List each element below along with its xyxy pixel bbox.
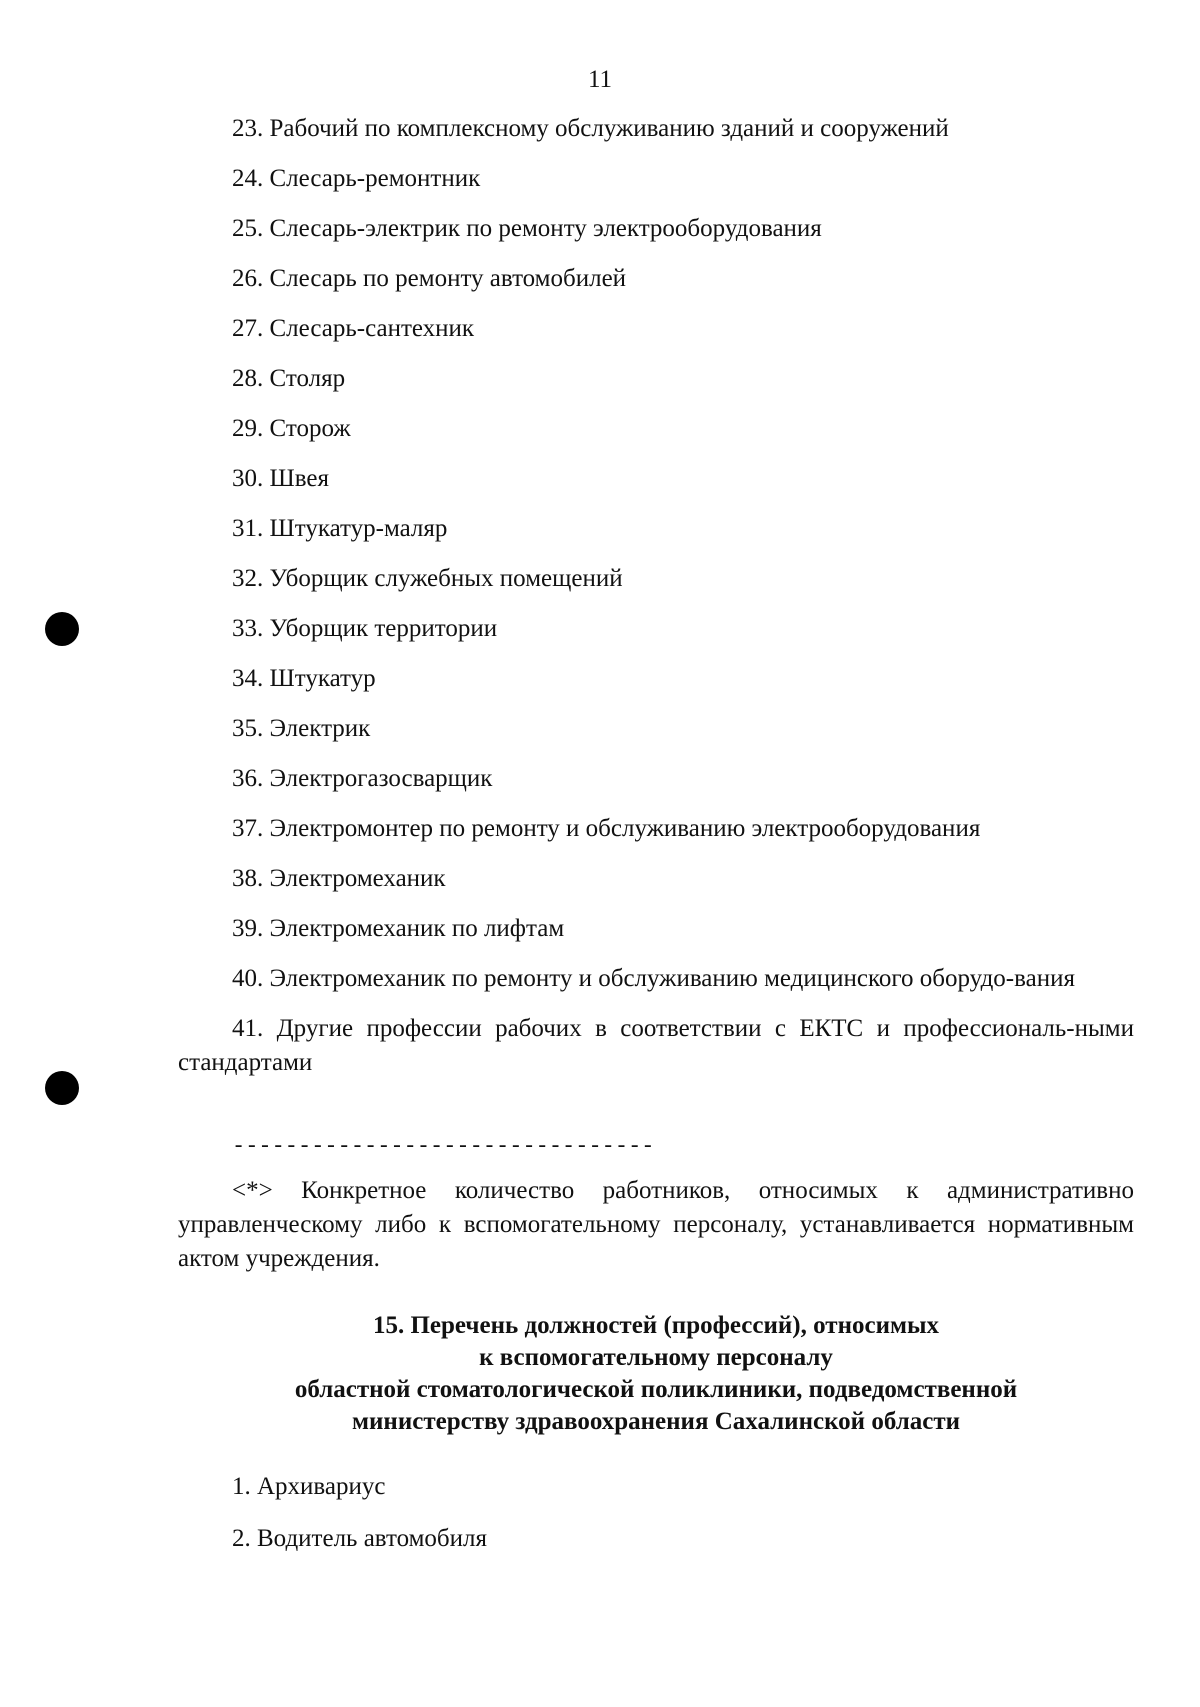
- list-item: 27. Слесарь-сантехник: [232, 315, 475, 342]
- punch-hole-lower: [45, 1071, 79, 1105]
- page-number: 11: [587, 66, 613, 93]
- list-item: 25. Слесарь-электрик по ремонту электрооборудования: [232, 215, 822, 242]
- footnote-text: <*> Конкретное количество работников, относимых к административно управленческому либо к вспомогательному персоналу, устанавливается нормативным актом учреждения.: [178, 1177, 1134, 1272]
- list-item: 36. Электрогазосварщик: [232, 765, 493, 792]
- list-item: 41. Другие профессии рабочих в соответствии с ЕКТС и профессиональ-ными стандартами: [178, 1015, 1134, 1076]
- section-heading: [178, 1310, 1134, 1438]
- list-item: 24. Слесарь-ремонтник: [232, 165, 481, 192]
- list-item: 39. Электромеханик по лифтам: [232, 915, 565, 942]
- list-item: 30. Швея: [232, 465, 329, 492]
- punch-hole-upper: [45, 612, 79, 646]
- section-heading-line: 15. Перечень должностей (профессий), относимых: [372, 1312, 940, 1339]
- list-item: 35. Электрик: [232, 715, 371, 742]
- list-item: 28. Столяр: [232, 365, 346, 392]
- list-item: 38. Электромеханик: [232, 865, 446, 892]
- list-item: 26. Слесарь по ремонту автомобилей: [232, 265, 627, 292]
- list-item: 34. Штукатур: [232, 665, 376, 692]
- list-item: 33. Уборщик территории: [232, 615, 498, 642]
- section-heading-line: министерству здравоохранения Сахалинской области: [351, 1408, 961, 1435]
- list-item: 40. Электромеханик по ремонту и обслуживанию медицинского оборудо-вания: [232, 965, 1075, 992]
- section-heading-line: к вспомогательному персоналу: [479, 1344, 833, 1371]
- list-item: 31. Штукатур-маляр: [232, 515, 448, 542]
- footnote-separator: --------------------------------: [232, 1134, 655, 1159]
- list-item: 1. Архивариус: [232, 1473, 386, 1500]
- list-item: 23. Рабочий по комплексному обслуживанию зданий и сооружений: [232, 115, 949, 142]
- section-heading-line: областной стоматологической поликлиники, подведомственной: [294, 1376, 1018, 1403]
- list-item: 2. Водитель автомобиля: [232, 1525, 487, 1552]
- list-item: 29. Сторож: [232, 415, 351, 442]
- profession-list: [178, 112, 1134, 1096]
- list-item: 32. Уборщик служебных помещений: [232, 565, 623, 592]
- list-item: 37. Электромонтер по ремонту и обслуживанию электрооборудования: [232, 815, 981, 842]
- auxiliary-staff-list: [178, 1470, 1134, 1574]
